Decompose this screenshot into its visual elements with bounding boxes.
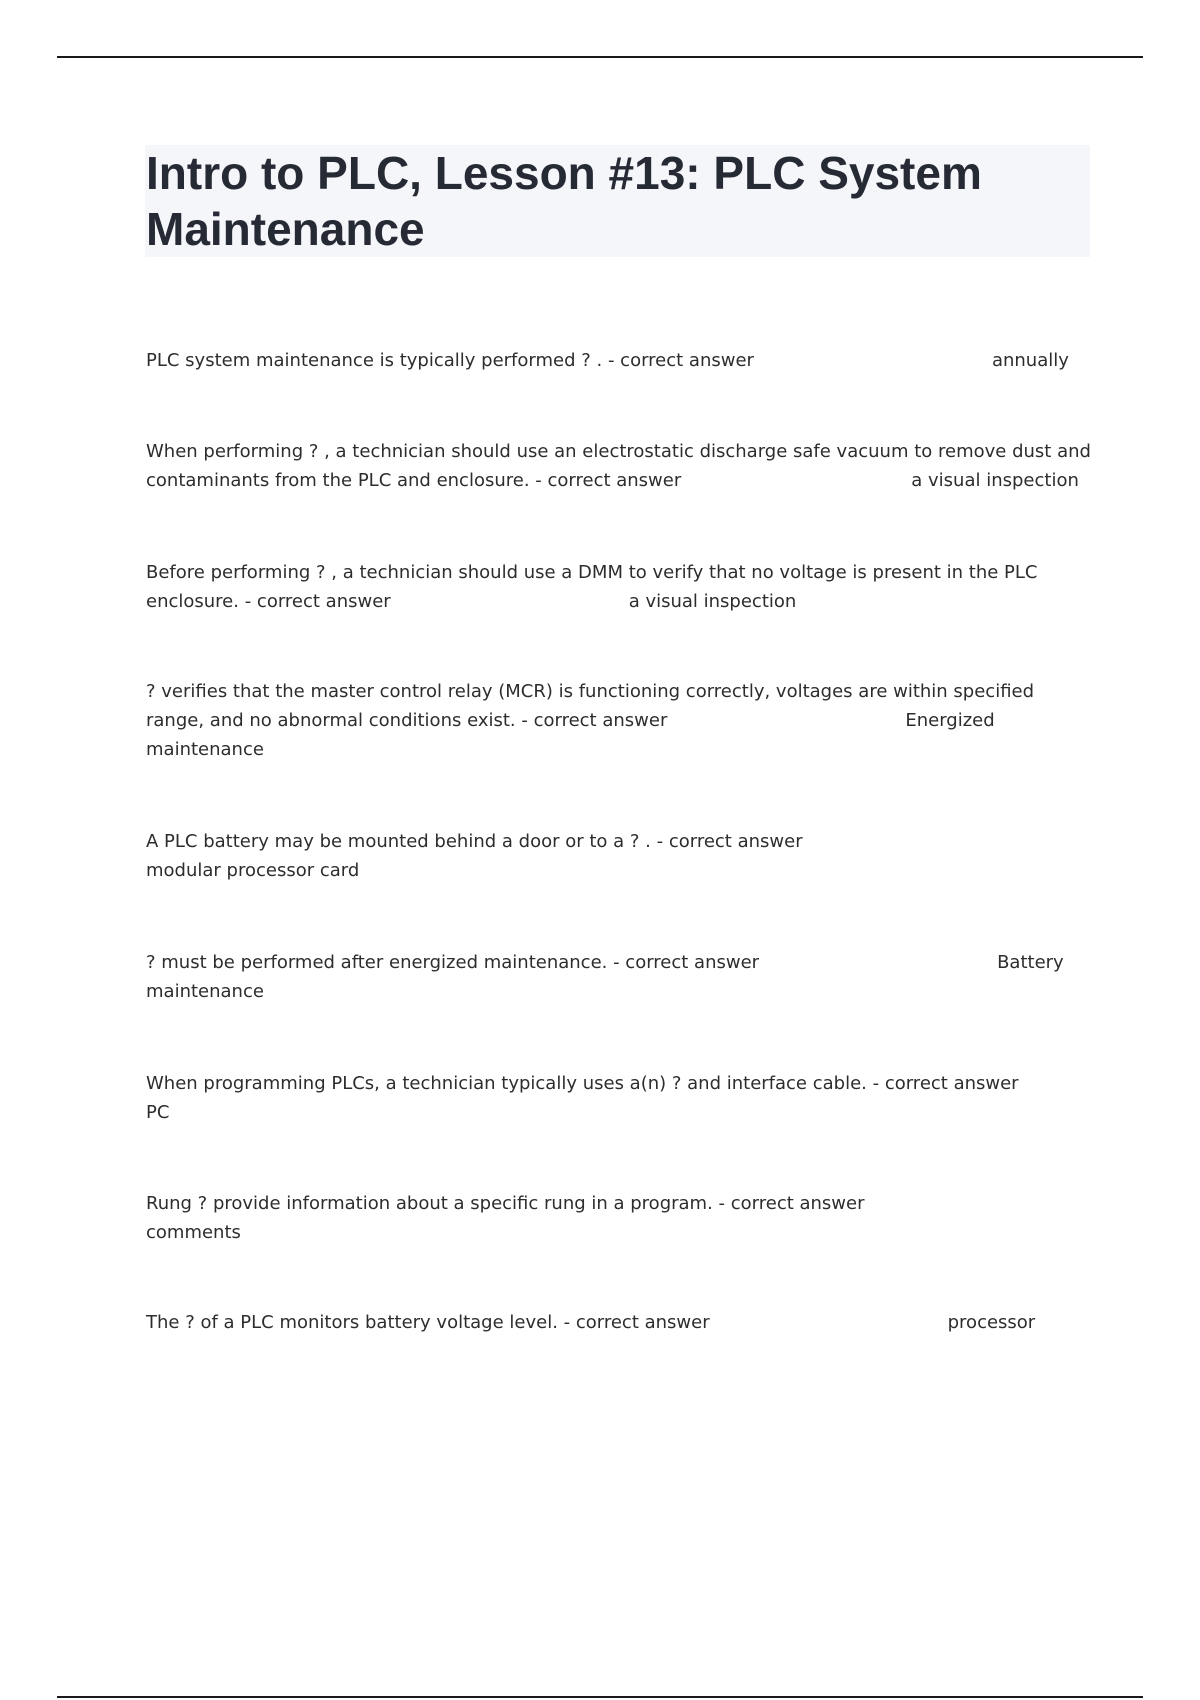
question-text: The ? of a PLC monitors battery voltage level. - correct answer	[146, 1312, 710, 1333]
question-text: Before performing ? , a technician should use a DMM to verify that no voltage is present in the PLC enclosure. - correct answer	[146, 562, 1038, 612]
answer-text: Energized maintenance	[146, 710, 995, 760]
answer-text: comments	[146, 1222, 241, 1243]
answer-text: a visual inspection	[628, 591, 797, 612]
answer-text: modular processor card	[146, 860, 360, 881]
question-text: When programming PLCs, a technician typically uses a(n) ? and interface cable. - correct answer	[146, 1073, 1019, 1094]
bottom-rule	[57, 1696, 1143, 1698]
question-text: PLC system maintenance is typically performed ? . - correct answer	[146, 350, 754, 371]
qa-item-7	[146, 1069, 1091, 1127]
question-text: Rung ? provide information about a specific rung in a program. - correct answer	[146, 1193, 865, 1214]
qa-item-2	[146, 437, 1091, 495]
top-rule	[57, 56, 1143, 58]
question-text: ? verifies that the master control relay (MCR) is functioning correctly, voltages are within specified range, and no abnormal conditions exist. - correct answer	[146, 681, 1035, 731]
question-text: ? must be performed after energized maintenance. - correct answer	[146, 952, 760, 973]
qa-item-6	[146, 948, 1091, 1006]
qa-item-8	[146, 1189, 1091, 1247]
qa-item-5	[146, 827, 1091, 885]
answer-text: annually	[991, 350, 1069, 371]
answer-text: a visual inspection	[911, 470, 1079, 491]
question-text: A PLC battery may be mounted behind a door or to a ? . - correct answer	[146, 831, 803, 852]
qa-item-1	[146, 346, 1091, 375]
qa-item-4	[146, 677, 1091, 764]
answer-text: PC	[146, 1102, 170, 1123]
question-text: When performing ? , a technician should use an electrostatic discharge safe vacuum to remove dust and contaminants from the PLC and enclosure. - correct answer	[146, 441, 1091, 491]
document-title: Intro to PLC, Lesson #13: PLC System Maintenance	[146, 147, 982, 255]
qa-item-9	[146, 1308, 1091, 1337]
qa-item-3	[146, 558, 1091, 616]
answer-text: processor	[947, 1312, 1036, 1333]
answer-text: Battery maintenance	[146, 952, 1064, 1002]
